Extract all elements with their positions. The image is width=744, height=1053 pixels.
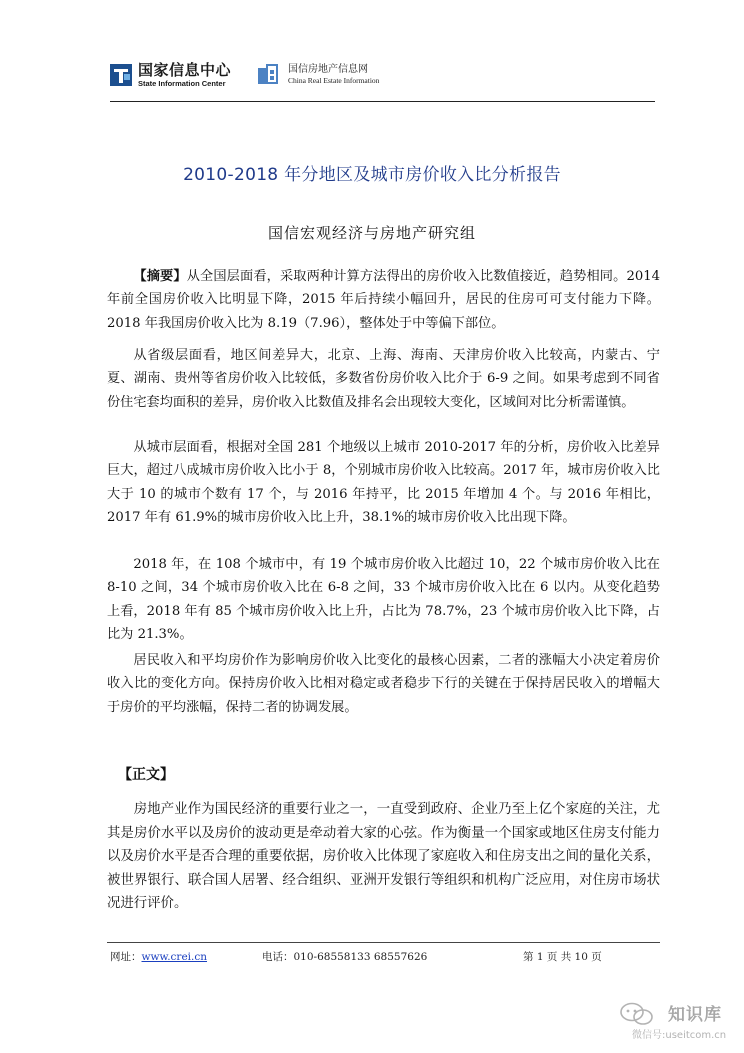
report-title: 2010-2018 年分地区及城市房价收入比分析报告 xyxy=(183,165,561,185)
report-author: 国信宏观经济与房地产研究组 xyxy=(267,224,476,242)
summary-paragraph-2 xyxy=(107,344,660,414)
china-real-estate-info-logo xyxy=(258,64,379,86)
watermark-brand: 知识库 xyxy=(668,1005,722,1025)
summary-text-5: 居民收入和平均房价作为影响房价收入比变化的最核心因素，二者的涨幅大小决定着房价收入比的变化方向。保持房价收入比相对稳定或者稳步下行的关键在于保持居民收入的增幅大于房价的平均涨幅，保持二者的协调发展。 xyxy=(107,653,660,715)
summary-paragraph-5 xyxy=(107,649,660,719)
body-paragraph-1 xyxy=(107,798,660,916)
header-divider xyxy=(110,101,655,102)
footer-divider xyxy=(107,942,660,943)
wechat-icon xyxy=(620,1002,654,1026)
summary-text-4: 2018 年，在 108 个城市中，有 19 个城市房价收入比超过 10，22 个城市房价收入比在 8-10 之间，34 个城市房价收入比在 6-8 之间，33 个城市房价收入比在 6 以内。从变化趋势上看，2018 年有 85 个城市房价收入比上升，占比为 78.7%，23 个城市房价收入比下降，占比为 21.3%。 xyxy=(107,557,660,643)
summary-paragraph-1 xyxy=(107,265,660,335)
org1-en-name: State Information Center xyxy=(138,79,226,88)
org2-cn-name: 国信房地产信息网 xyxy=(288,64,368,75)
watermark xyxy=(620,1000,740,1048)
sic-logo-icon xyxy=(110,64,132,86)
footer-phone: 电话：010-68558133 68557626 xyxy=(262,951,428,963)
state-information-center-logo xyxy=(110,62,231,88)
section-heading-body: 【正文】 xyxy=(118,767,174,783)
summary-text-2: 从省级层面看，地区间差异大，北京、上海、海南、天津房价收入比较高，内蒙古、宁夏、湖南、贵州等省房价收入比较低，多数省份房价收入比介于 6-9 之间。如果考虑到不同省份住宅套均面积的差异，房价收入比数值及排名会出现较大变化，区域间对比分析需谨慎。 xyxy=(107,348,660,410)
footer-web-link[interactable]: www.crei.cn xyxy=(141,951,208,963)
crei-logo-icon xyxy=(258,64,284,86)
footer-website xyxy=(110,949,207,964)
watermark-sub: 微信号:useitcom.cn xyxy=(632,1030,727,1041)
body-text-1: 房地产业作为国民经济的重要行业之一，一直受到政府、企业乃至上亿个家庭的关注，尤其是房价水平以及房价的波动更是牵动着大家的心弦。作为衡量一个国家或地区住房支付能力以及房价水平是否合理的重要依据，房价收入比体现了家庭收入和住房支出之间的量化关系，被世界银行、联合国人居署、经合组织、亚洲开发银行等组织和机构广泛应用，对住房市场状况进行评价。 xyxy=(107,802,660,912)
footer-page-number: 第 1 页 共 10 页 xyxy=(523,951,602,963)
summary-paragraph-4 xyxy=(107,553,660,647)
org2-en-name: China Real Estate Information xyxy=(288,76,380,85)
org1-cn-name: 国家信息中心 xyxy=(138,61,232,79)
footer-web-label: 网址： xyxy=(110,951,142,963)
summary-text-3: 从城市层面看，根据对全国 281 个地级以上城市 2010-2017 年的分析，房价收入比差异巨大，超过八成城市房价收入比小于 8，个别城市房价收入比较高。2017 年，城市房价收入比大于 10 的城市个数有 17 个，与 2016 年持平，比 2015 年增加 4 个。与 2016 年相比，2017 年有 61.9%的城市房价收入比上升，38.1%的城市房价收入比出现下降。 xyxy=(107,440,660,526)
summary-text-1: 从全国层面看，采取两种计算方法得出的房价收入比数值接近，趋势相同。2014 年前全国房价收入比明显下降，2015 年后持续小幅回升，居民的住房可可支付能力下降。2018 年我国房价收入比为 8.19（7.96），整体处于中等偏下部位。 xyxy=(107,269,661,331)
summary-label: 【摘要】 xyxy=(133,269,187,284)
page-header xyxy=(110,62,655,96)
summary-paragraph-3 xyxy=(107,436,660,530)
